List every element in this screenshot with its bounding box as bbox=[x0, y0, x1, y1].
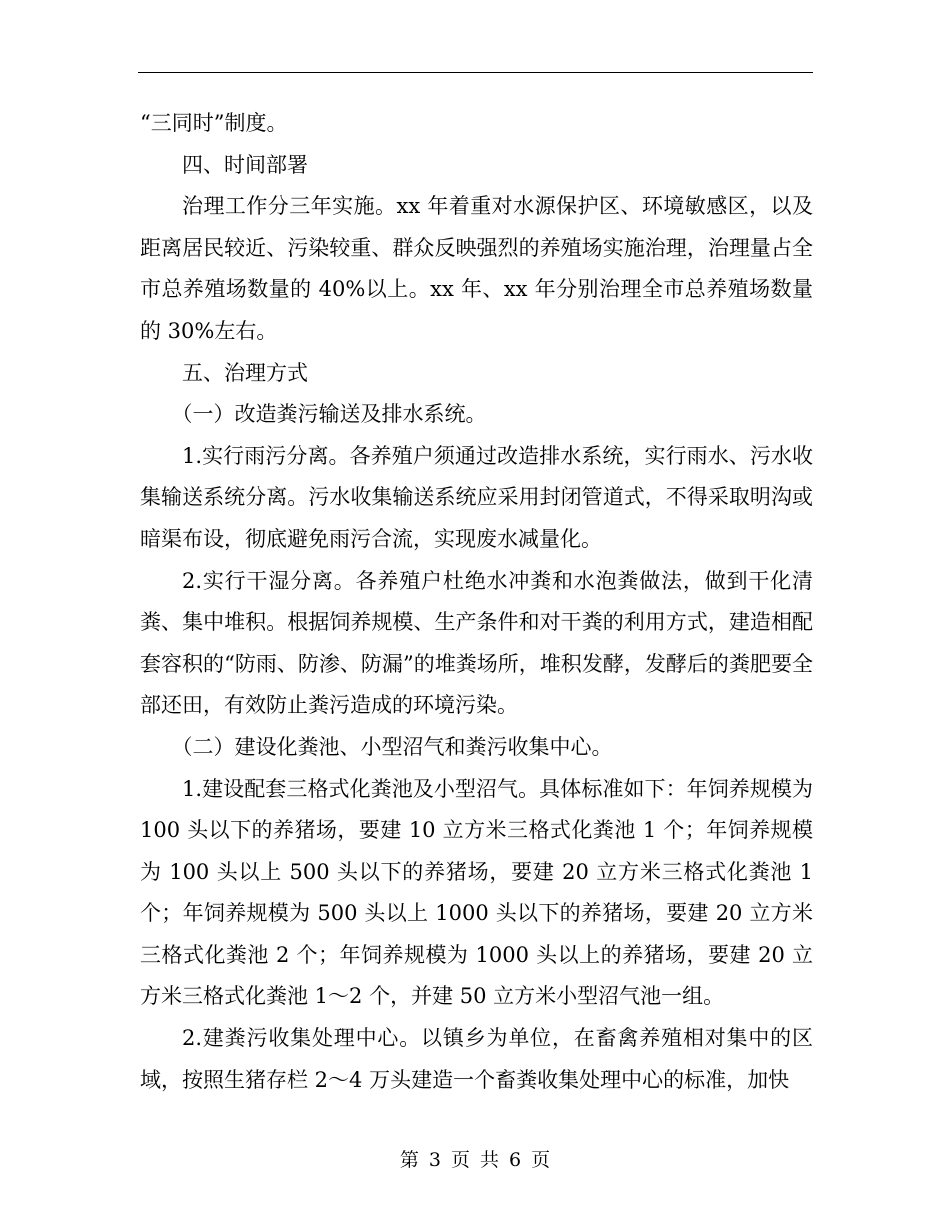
document-body bbox=[140, 103, 813, 1101]
paragraph-septic-tank-standards: 1.建设配套三格式化粪池及小型沼气。具体标准如下：年饲养规模为 100 头以下的养猪场，要建 10 立方米三格式化粪池 1 个；年饲养规模为 100 头以上 500 头以下的养猪场，要建 20 立方米三格式化粪池 1 个；年饲养规模为 500 头以上 1000 头以下的养猪场，要建 20 立方米三格式化粪池 2 个；年饲养规模为 1000 头以上的养猪场，要建 20 立方米三格式化粪池 1～2 个，并建 50 立方米小型沼气池一组。 bbox=[140, 776, 813, 1009]
subsection-heading-drainage: （一）改造粪污输送及排水系统。 bbox=[171, 402, 487, 427]
paragraph-time-schedule: 治理工作分三年实施。xx 年着重对水源保护区、环境敏感区，以及距离居民较近、污染较重、群众反映强烈的养殖场实施治理，治理量占全市总养殖场数量的 40%以上。xx 年、xx 年分别治理全市总养殖场数量的 30%左右。 bbox=[140, 194, 813, 343]
paragraph-continuation: “三同时”制度。 bbox=[140, 111, 288, 135]
paragraph-collection-center: 2.建粪污收集处理中心。以镇乡为单位，在畜禽养殖相对集中的区域，按照生猪存栏 2～4 万头建造一个畜粪收集处理中心的标准，加快 bbox=[140, 1026, 813, 1092]
paragraph-dry-wet-separation: 2.实行干湿分离。各养殖户杜绝水冲粪和水泡粪做法，做到干化清粪、集中堆积。根据饲养规模、生产条件和对干粪的利用方式，建造相配套容积的“防雨、防渗、防漏”的堆粪场所，堆积发酵，发酵后的粪肥要全部还田，有效防止粪污造成的环境污染。 bbox=[140, 568, 813, 718]
page-number: 第 3 页 共 6 页 bbox=[399, 1149, 551, 1171]
paragraph-rain-sewage-separation: 1.实行雨污分离。各养殖户须通过改造排水系统，实行雨水、污水收集输送系统分离。污水收集输送系统应采用封闭管道式，不得采取明沟或暗渠布设，彻底避免雨污合流，实现废水减量化。 bbox=[140, 443, 813, 551]
section-heading-time-schedule: 四、时间部署 bbox=[182, 152, 308, 177]
header-rule bbox=[138, 72, 813, 73]
subsection-heading-septic-biogas: （二）建设化粪池、小型沼气和粪污收集中心。 bbox=[171, 734, 613, 759]
section-heading-governance-method: 五、治理方式 bbox=[182, 360, 308, 385]
